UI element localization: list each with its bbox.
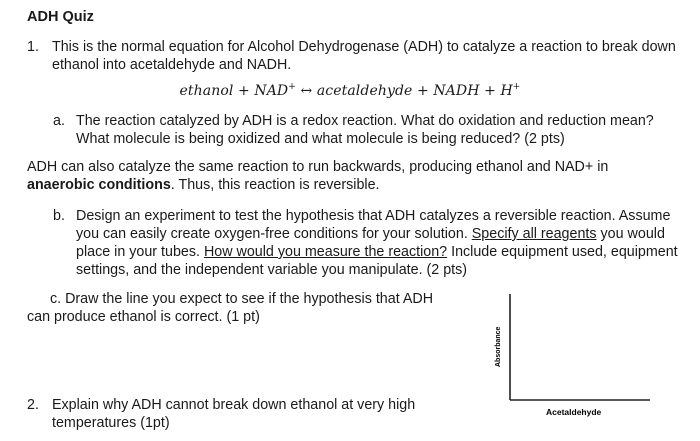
qb-text-2: you would place in your tubes. [76, 226, 665, 260]
question-1a-text: The reaction catalyzed by ADH is a redox reaction. What do oxidation and reduction mean? What molecule is being oxidized and what molecule is being reduced? (2 pts) [76, 113, 654, 147]
question-1-text: This is the normal equation for Alcohol Dehydrogenase (ADH) to catalyze a reaction to break down ethanol into acetaldehyde and NADH. [52, 39, 676, 73]
chart-svg[interactable] [470, 290, 690, 430]
equation-reactants: ethanol + NAD [179, 83, 289, 99]
qb-underline-measure: How would you measure the reaction? [203, 244, 448, 260]
question-2-text: Explain why ADH cannot break down ethanol at very high temperatures (1pt) [52, 397, 416, 431]
question-1c-text [27, 290, 447, 326]
question-1a-letter: a. [53, 113, 65, 129]
qb-text-1: Design an experiment to test the hypothesis that ADH catalyzes a reversible reaction. Assume you can easily create oxygen-free conditions for your solution. [76, 208, 671, 242]
equation-products: acetaldehyde + NADH + H [316, 83, 513, 99]
x-axis-label: Acetaldehyde [546, 407, 602, 417]
question-1-number: 1. [27, 39, 39, 55]
paragraph-bold: anaerobic conditions [27, 177, 171, 193]
paragraph-text-1: ADH can also catalyze the same reaction to run backwards, producing ethanol and NAD+ in [27, 159, 609, 175]
absorbance-chart[interactable] [470, 290, 690, 430]
qb-text-3: Include equipment used, equipment settings, and the independent variable you manipulate. (2 pts) [76, 244, 678, 278]
qb-underline-reagents: Specify all reagents [471, 226, 597, 242]
question-1b-letter: b. [53, 208, 65, 224]
question-1b-text [76, 207, 688, 279]
y-axis-label: Absorbance [495, 326, 502, 367]
paragraph-text-2: . Thus, this reaction is reversible. [170, 177, 380, 193]
quiz-title: ADH Quiz [27, 9, 94, 25]
reversible-paragraph [27, 158, 667, 194]
equation-sup-2: + [512, 82, 521, 92]
qc-line-1: c. Draw the line you expect to see if the hypothesis that ADH [50, 291, 434, 307]
equation-sup-1: + [288, 82, 296, 92]
equation-arrow: ↔ [295, 83, 317, 99]
reaction-equation [0, 82, 700, 100]
question-2-number: 2. [27, 397, 39, 413]
qc-line-2: can produce ethanol is correct. (1 pt) [27, 309, 260, 325]
